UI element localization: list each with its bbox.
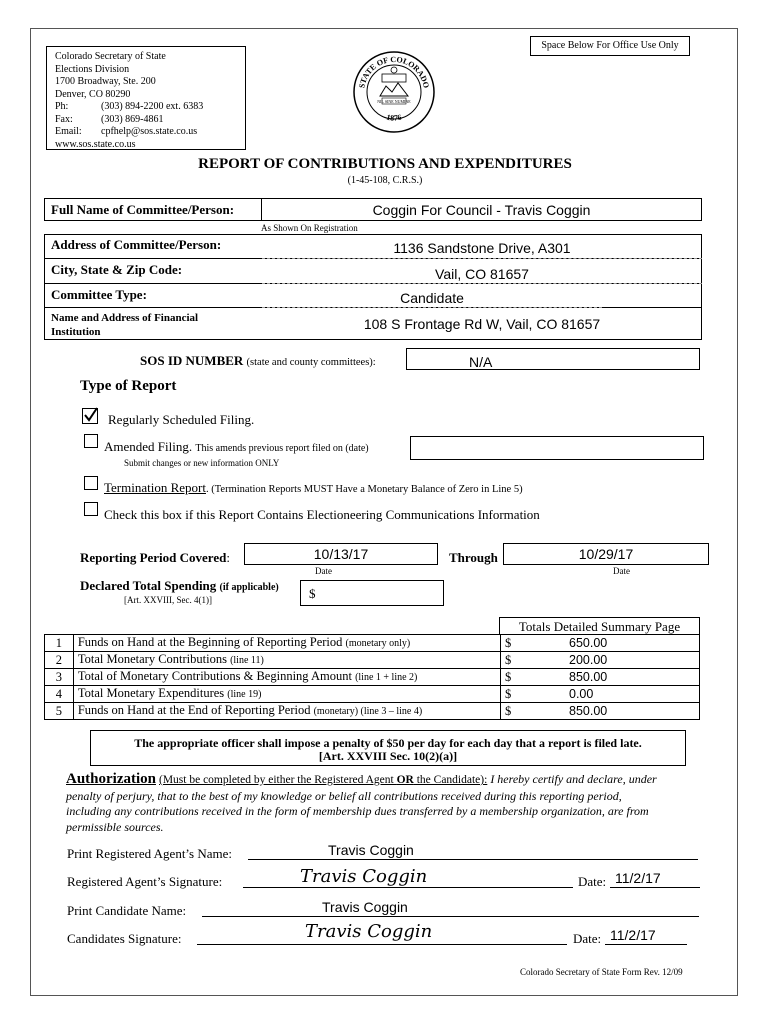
agency-street: 1700 Broadway, Ste. 200	[55, 76, 156, 87]
summary-row-value: 850.00	[569, 670, 608, 684]
through-label: Through	[449, 550, 498, 565]
agent-name-line	[248, 859, 698, 860]
full-name-label-box	[44, 198, 262, 221]
summary-row-note: (line 19)	[227, 689, 262, 700]
report-type-heading: Type of Report	[80, 378, 177, 394]
agency-phone: (303) 894-2200 ext. 6383	[101, 101, 204, 112]
regular-filing-label: Regularly Scheduled Filing.	[108, 412, 255, 427]
seal-year: 1876	[385, 112, 403, 123]
committee-type-field[interactable]: Candidate	[262, 290, 602, 308]
agency-website: www.sos.state.co.us	[55, 138, 136, 150]
summary-row-label	[73, 703, 500, 720]
summary-row	[45, 635, 700, 652]
spending-field[interactable]	[300, 580, 444, 606]
city-label: City, State & Zip Code:	[51, 262, 183, 277]
candidate-date-label: Date:	[573, 931, 602, 946]
summary-row-num: 5	[45, 703, 74, 720]
summary-row-note: (monetary) (line 3 – line 4)	[313, 706, 423, 717]
agent-date-label: Date:	[578, 874, 607, 889]
agency-address-box	[46, 46, 246, 150]
committee-type-label: Committee Type:	[51, 287, 147, 302]
sos-id-label-row	[140, 353, 376, 369]
spending-note: (if applicable)	[219, 582, 279, 593]
amended-filing-note: This amends previous report filed on (date)	[195, 443, 369, 454]
office-use-box: Space Below For Office Use Only	[530, 36, 690, 56]
spending-label: Declared Total Spending	[80, 578, 217, 593]
penalty-box	[90, 730, 686, 766]
summary-row-title: Total Monetary Contributions	[77, 652, 227, 666]
agent-name-field[interactable]: Travis Coggin	[328, 842, 414, 858]
certify-line1: I hereby certify and declare, under	[490, 772, 657, 786]
termination-label: Termination Report	[104, 480, 206, 495]
summary-row-label	[73, 635, 500, 652]
termination-note: . (Termination Reports MUST Have a Monetary Balance of Zero in Line 5)	[205, 484, 523, 495]
summary-row-currency: $	[505, 704, 512, 718]
summary-row-label	[73, 669, 500, 686]
agency-name: Colorado Secretary of State	[55, 51, 166, 62]
state-seal-icon	[352, 50, 436, 134]
agent-date-field[interactable]: 11/2/17	[615, 870, 661, 886]
summary-row-num: 2	[45, 652, 74, 669]
summary-row-value: 200.00	[569, 653, 608, 667]
agent-signature-line	[243, 887, 573, 888]
bank-field[interactable]: 108 S Frontage Rd W, Vail, CO 81657	[363, 316, 601, 332]
agency-fax: (303) 869-4861	[101, 113, 164, 125]
electioneering-label: Check this box if this Report Contains Electioneering Communications Information	[104, 507, 540, 522]
regular-filing-checkbox[interactable]	[82, 408, 98, 424]
summary-row	[45, 703, 700, 720]
summary-row-title: Funds on Hand at the Beginning of Reporting Period	[77, 635, 343, 649]
amended-filing-checkbox[interactable]	[84, 434, 98, 448]
termination-checkbox[interactable]	[84, 476, 98, 490]
candidate-name-line	[202, 916, 699, 917]
amended-sub-note: Submit changes or new information ONLY	[124, 458, 280, 468]
registration-note: As Shown On Registration	[261, 223, 358, 233]
bank-label	[51, 311, 198, 339]
summary-row-amount[interactable]	[501, 652, 700, 669]
sos-id-field[interactable]: N/A	[406, 348, 700, 370]
summary-row-note: (line 11)	[230, 655, 264, 666]
penalty-line2: [Art. XXVIII Sec. 10(2)(a)]	[318, 749, 458, 763]
agency-email: cpfhelp@sos.state.co.us	[101, 126, 198, 137]
summary-row	[45, 652, 700, 669]
amended-filing-label: Amended Filing.	[104, 439, 193, 454]
agent-date-line	[610, 887, 700, 888]
summary-row-title: Total of Monetary Contributions & Beginning Amount	[77, 669, 352, 683]
summary-row-amount[interactable]	[501, 635, 700, 652]
certify-line3: including any contributions received in the form of membership dues transferred by a membership organization, are from	[66, 804, 649, 818]
agent-name-label: Print Registered Agent’s Name:	[67, 846, 233, 861]
authorization-section	[66, 772, 706, 835]
summary-row-value: 0.00	[569, 687, 594, 701]
period-to-field[interactable]: 10/29/17	[503, 543, 709, 565]
authorization-heading: Authorization	[66, 771, 156, 787]
summary-row-currency: $	[505, 687, 512, 701]
sos-id-note: (state and county committees):	[246, 357, 376, 368]
agency-city: Denver, CO 80290	[55, 88, 131, 100]
candidate-signature-line	[197, 944, 567, 945]
summary-row	[45, 669, 700, 686]
summary-row-value: 850.00	[569, 704, 608, 718]
period-to-date-caption: Date	[613, 566, 630, 576]
summary-row	[45, 686, 700, 703]
period-from-date-caption: Date	[315, 566, 332, 576]
period-label-row	[80, 550, 230, 566]
sos-id-label: SOS ID NUMBER	[140, 353, 244, 368]
summary-row-num: 1	[45, 635, 74, 652]
address-label: Address of Committee/Person:	[51, 237, 222, 252]
candidate-name-field[interactable]: Travis Coggin	[322, 899, 408, 915]
spending-ref: [Art. XXVIII, Sec. 4(1)]	[124, 595, 212, 605]
summary-row-amount[interactable]	[501, 703, 700, 720]
agent-signature[interactable]: Travis Coggin	[300, 866, 428, 887]
electioneering-checkbox[interactable]	[84, 502, 98, 516]
bank-label-line2: Institution	[51, 326, 101, 338]
checkmark-icon	[82, 406, 100, 424]
candidate-date-line	[605, 944, 687, 945]
agency-division: Elections Division	[55, 63, 130, 75]
summary-row-value: 650.00	[569, 636, 608, 650]
summary-row-num: 3	[45, 669, 74, 686]
period-colon: :	[226, 550, 230, 565]
authorization-note: (Must be completed by either the Registered Agent OR the Candidate):	[159, 774, 488, 786]
period-from-field[interactable]: 10/13/17	[244, 543, 438, 565]
spending-currency: $	[309, 586, 316, 601]
summary-row-currency: $	[505, 670, 512, 684]
summary-table	[44, 634, 700, 720]
address-field[interactable]: 1136 Sandstone Drive, A301	[262, 240, 702, 259]
summary-row-title: Total Monetary Expenditures	[77, 686, 225, 700]
summary-row-label	[73, 686, 500, 703]
form-footer: Colorado Secretary of State Form Rev. 12/09	[520, 967, 683, 977]
agent-signature-label: Registered Agent’s Signature:	[67, 874, 223, 889]
full-name-field[interactable]: Coggin For Council - Travis Coggin	[261, 198, 702, 221]
summary-row-note: (monetary only)	[345, 638, 411, 649]
summary-row-currency: $	[505, 636, 512, 650]
email-label: Email:	[55, 126, 82, 137]
summary-row-currency: $	[505, 653, 512, 667]
certify-line4: permissible sources.	[66, 819, 164, 834]
spending-label-row	[80, 578, 279, 594]
phone-label: Ph:	[55, 101, 69, 112]
certify-line2: penalty of perjury, that to the best of my knowledge or belief all contributions received during this reporting period,	[66, 788, 622, 803]
summary-row-amount[interactable]	[501, 686, 700, 703]
candidate-date-field[interactable]: 11/2/17	[610, 927, 656, 943]
city-field[interactable]: Vail, CO 81657	[262, 266, 702, 284]
candidate-signature-label: Candidates Signature:	[67, 931, 182, 946]
seal-top-text: STATE OF COLORADO	[357, 54, 431, 89]
amended-date-field[interactable]	[410, 436, 704, 460]
termination-row	[104, 480, 523, 496]
summary-header: Totals Detailed Summary Page	[499, 617, 700, 634]
summary-row-num: 4	[45, 686, 74, 703]
form-subtitle: (1-45-108, C.R.S.)	[347, 175, 423, 186]
fax-label: Fax:	[55, 113, 73, 125]
seal-motto: NIL SINE NUMINE	[377, 99, 411, 104]
full-name-label: Full Name of Committee/Person:	[51, 202, 235, 217]
candidate-signature[interactable]: Travis Coggin	[305, 921, 433, 942]
form-title: REPORT OF CONTRIBUTIONS AND EXPENDITURES	[198, 156, 572, 172]
period-label: Reporting Period Covered	[80, 550, 227, 565]
summary-row-label	[73, 652, 500, 669]
summary-row-note: (line 1 + line 2)	[355, 672, 418, 683]
bank-label-line1: Name and Address of Financial	[51, 312, 199, 324]
amended-filing-row	[104, 439, 369, 455]
summary-row-amount[interactable]	[501, 669, 700, 686]
summary-row-title: Funds on Hand at the End of Reporting Period	[77, 703, 311, 717]
candidate-name-label: Print Candidate Name:	[67, 903, 187, 918]
penalty-line1: The appropriate officer shall impose a penalty of $50 per day for each day that a report is filed late.	[134, 736, 642, 750]
